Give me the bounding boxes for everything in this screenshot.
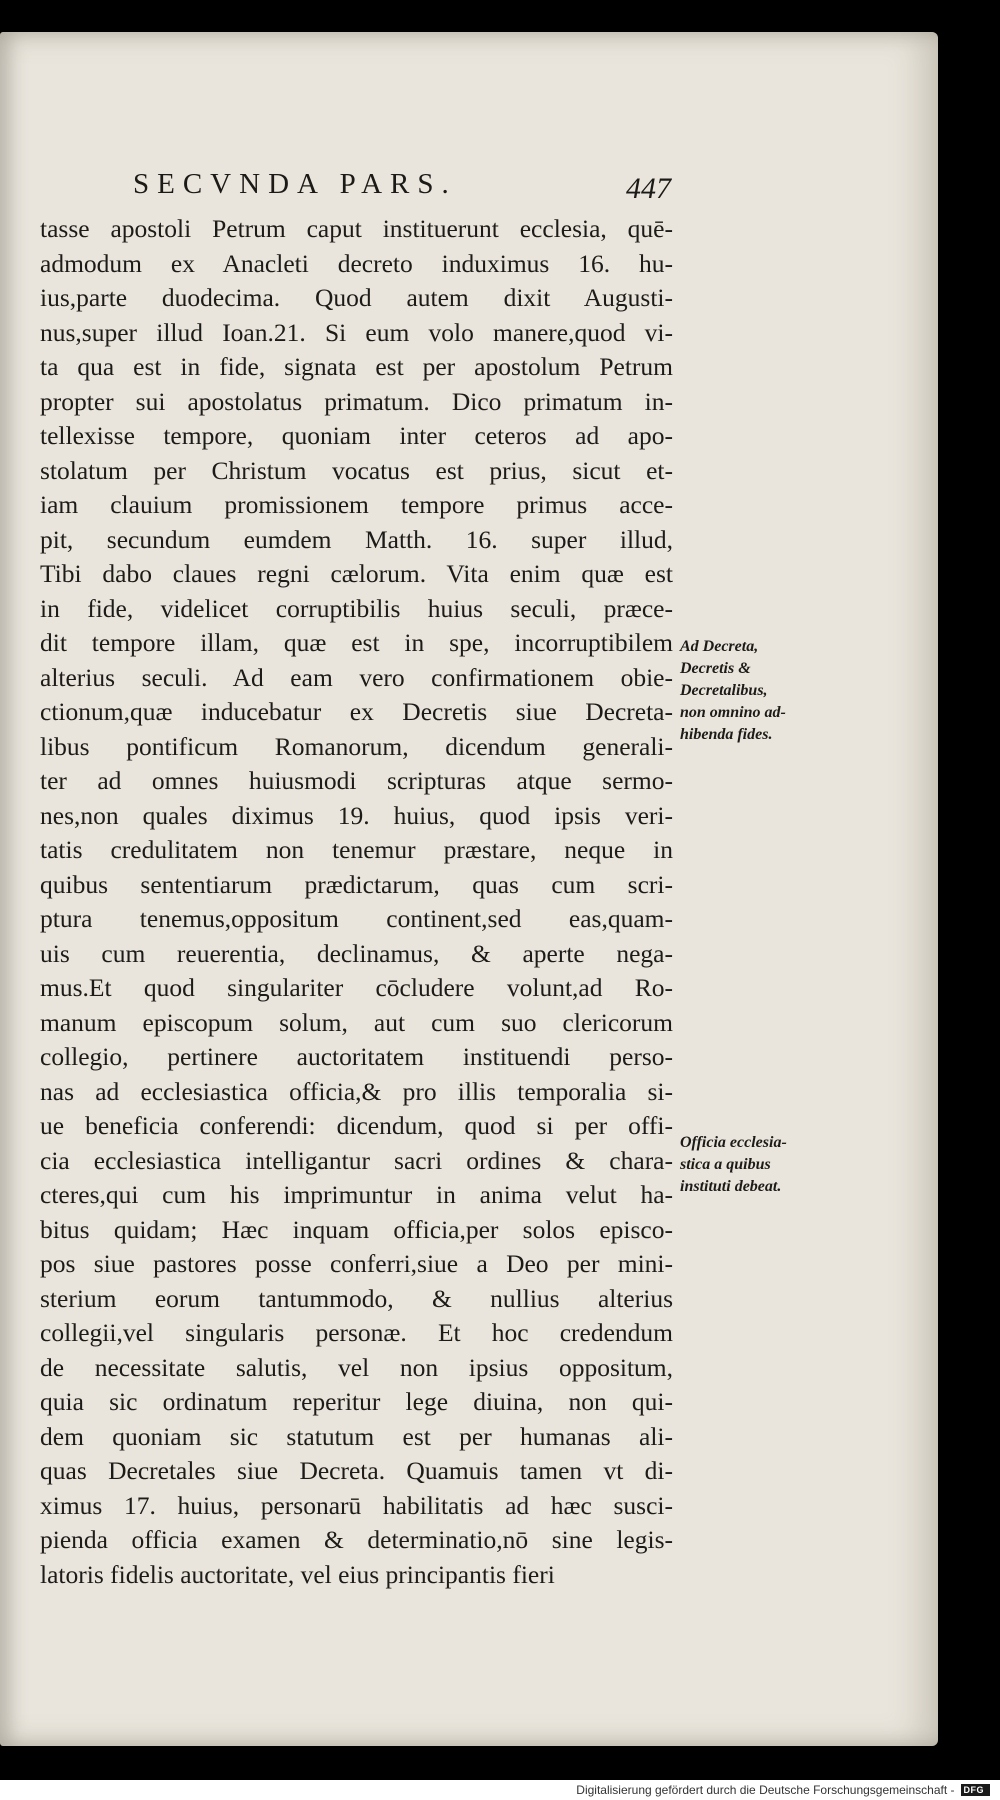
text-line: pienda officia examen & determinatio,nō sine legis-	[40, 1525, 673, 1554]
margin-note-line: Decretis &	[680, 660, 751, 677]
text-line: ximus 17. huius, personarū habilitatis ad hæc susci-	[40, 1490, 673, 1520]
text-line: pit, secundum eumdem Matth. 16. super illud,	[40, 524, 673, 554]
text-line: alterius seculi. Ad eam vero confirmationem obie-	[40, 662, 673, 692]
text-line: ter ad omnes huiusmodi scripturas atque sermo-	[40, 766, 673, 795]
text-line: admodum ex Anacleti decreto induximus 16. hu-	[40, 248, 673, 278]
text-line: mus.Et quod singulariter cōcludere volunt,ad Ro-	[40, 973, 673, 1002]
text-line: uis cum reuerentia, declinamus, & aperte nega-	[40, 938, 673, 968]
text-line: ctionum,quæ inducebatur ex Decretis siue Decreta-	[40, 697, 673, 726]
text-line: quas Decretales siue Decreta. Quamuis tamen vt di-	[40, 1456, 673, 1485]
text-line: bitus quidam; Hæc inquam officia,per solos episco-	[40, 1214, 673, 1244]
margin-note-line: Decretalibus,	[680, 682, 768, 699]
margin-note-line: Officia ecclesia-	[680, 1134, 787, 1151]
text-line: quia sic ordinatum reperitur lege diuina, non qui-	[40, 1387, 673, 1416]
text-line: collegio, pertinere auctoritatem instituendi perso-	[40, 1042, 673, 1071]
margin-note-line: Ad Decreta,	[680, 638, 759, 655]
page-number: 447	[626, 172, 671, 205]
margin-note-decreta	[680, 636, 820, 746]
footer-bar	[0, 1780, 1000, 1800]
text-line: ue beneficia conferendi: dicendum, quod si per offi-	[40, 1111, 673, 1140]
running-head: SECVNDA PARS.	[133, 168, 457, 200]
text-line: nes,non quales diximus 19. huius, quod ipsis veri-	[40, 800, 673, 830]
text-line: latoris fidelis auctoritate, vel eius principantis fieri	[40, 1559, 555, 1589]
text-line: stolatum per Christum vocatus est prius, sicut et-	[40, 455, 673, 485]
body-text	[40, 212, 673, 1592]
text-line: Tibi dabo claues regni cælorum. Vita enim quæ est	[40, 559, 673, 588]
text-line: tatis credulitatem non tenemur præstare, neque in	[40, 835, 673, 864]
text-line: ius,parte duodecima. Quod autem dixit Augusti-	[40, 283, 673, 312]
text-line: collegii,vel singularis personæ. Et hoc credendum	[40, 1318, 673, 1347]
text-line: cia ecclesiastica intelligantur sacri ordines & chara-	[40, 1145, 673, 1175]
text-line: tasse apostoli Petrum caput instituerunt ecclesia, quē-	[40, 214, 673, 243]
text-line: quibus sententiarum prædictarum, quas cum scri-	[40, 869, 673, 899]
margin-note-line: non omnino ad-	[680, 704, 786, 721]
text-line: dit tempore illam, quæ est in spe, incorruptibilem	[40, 628, 673, 657]
text-line: in fide, videlicet corruptibilis huius seculi, præce-	[40, 593, 673, 623]
text-line: ta qua est in fide, signata est per apostolum Petrum	[40, 352, 673, 381]
text-line: libus pontificum Romanorum, dicendum generali-	[40, 731, 673, 761]
margin-note-line: stica a quibus	[680, 1156, 771, 1173]
text-line: manum episcopum solum, aut cum suo clericorum	[40, 1007, 673, 1037]
margin-note-officia	[680, 1132, 820, 1198]
text-line: nus,super illud Ioan.21. Si eum volo manere,quod vi-	[40, 317, 673, 347]
text-line: ptura tenemus,oppositum continent,sed eas,quam-	[40, 904, 673, 933]
footer-credit: Digitalisierung gefördert durch die Deutsche Forschungsgemeinschaft -	[576, 1783, 955, 1797]
margin-note-line: instituti debeat.	[680, 1178, 782, 1195]
text-line: dem quoniam sic statutum est per humanas ali-	[40, 1421, 673, 1451]
text-line: propter sui apostolatus primatum. Dico primatum in-	[40, 386, 673, 416]
text-line: de necessitate salutis, vel non ipsius oppositum,	[40, 1352, 673, 1382]
text-line: sterium eorum tantummodo, & nullius alterius	[40, 1283, 673, 1313]
text-line: pos siue pastores posse conferri,siue a Deo per mini-	[40, 1249, 673, 1278]
text-line: cteres,qui cum his imprimuntur in anima velut ha-	[40, 1180, 673, 1209]
book-page	[0, 32, 938, 1746]
text-line: iam clauium promissionem tempore primus acce-	[40, 490, 673, 519]
text-line: tellexisse tempore, quoniam inter ceteros ad apo-	[40, 421, 673, 450]
dfg-logo: DFG	[961, 1784, 991, 1796]
margin-note-line: hibenda fides.	[680, 726, 773, 743]
text-line: nas ad ecclesiastica officia,& pro illis temporalia si-	[40, 1076, 673, 1106]
